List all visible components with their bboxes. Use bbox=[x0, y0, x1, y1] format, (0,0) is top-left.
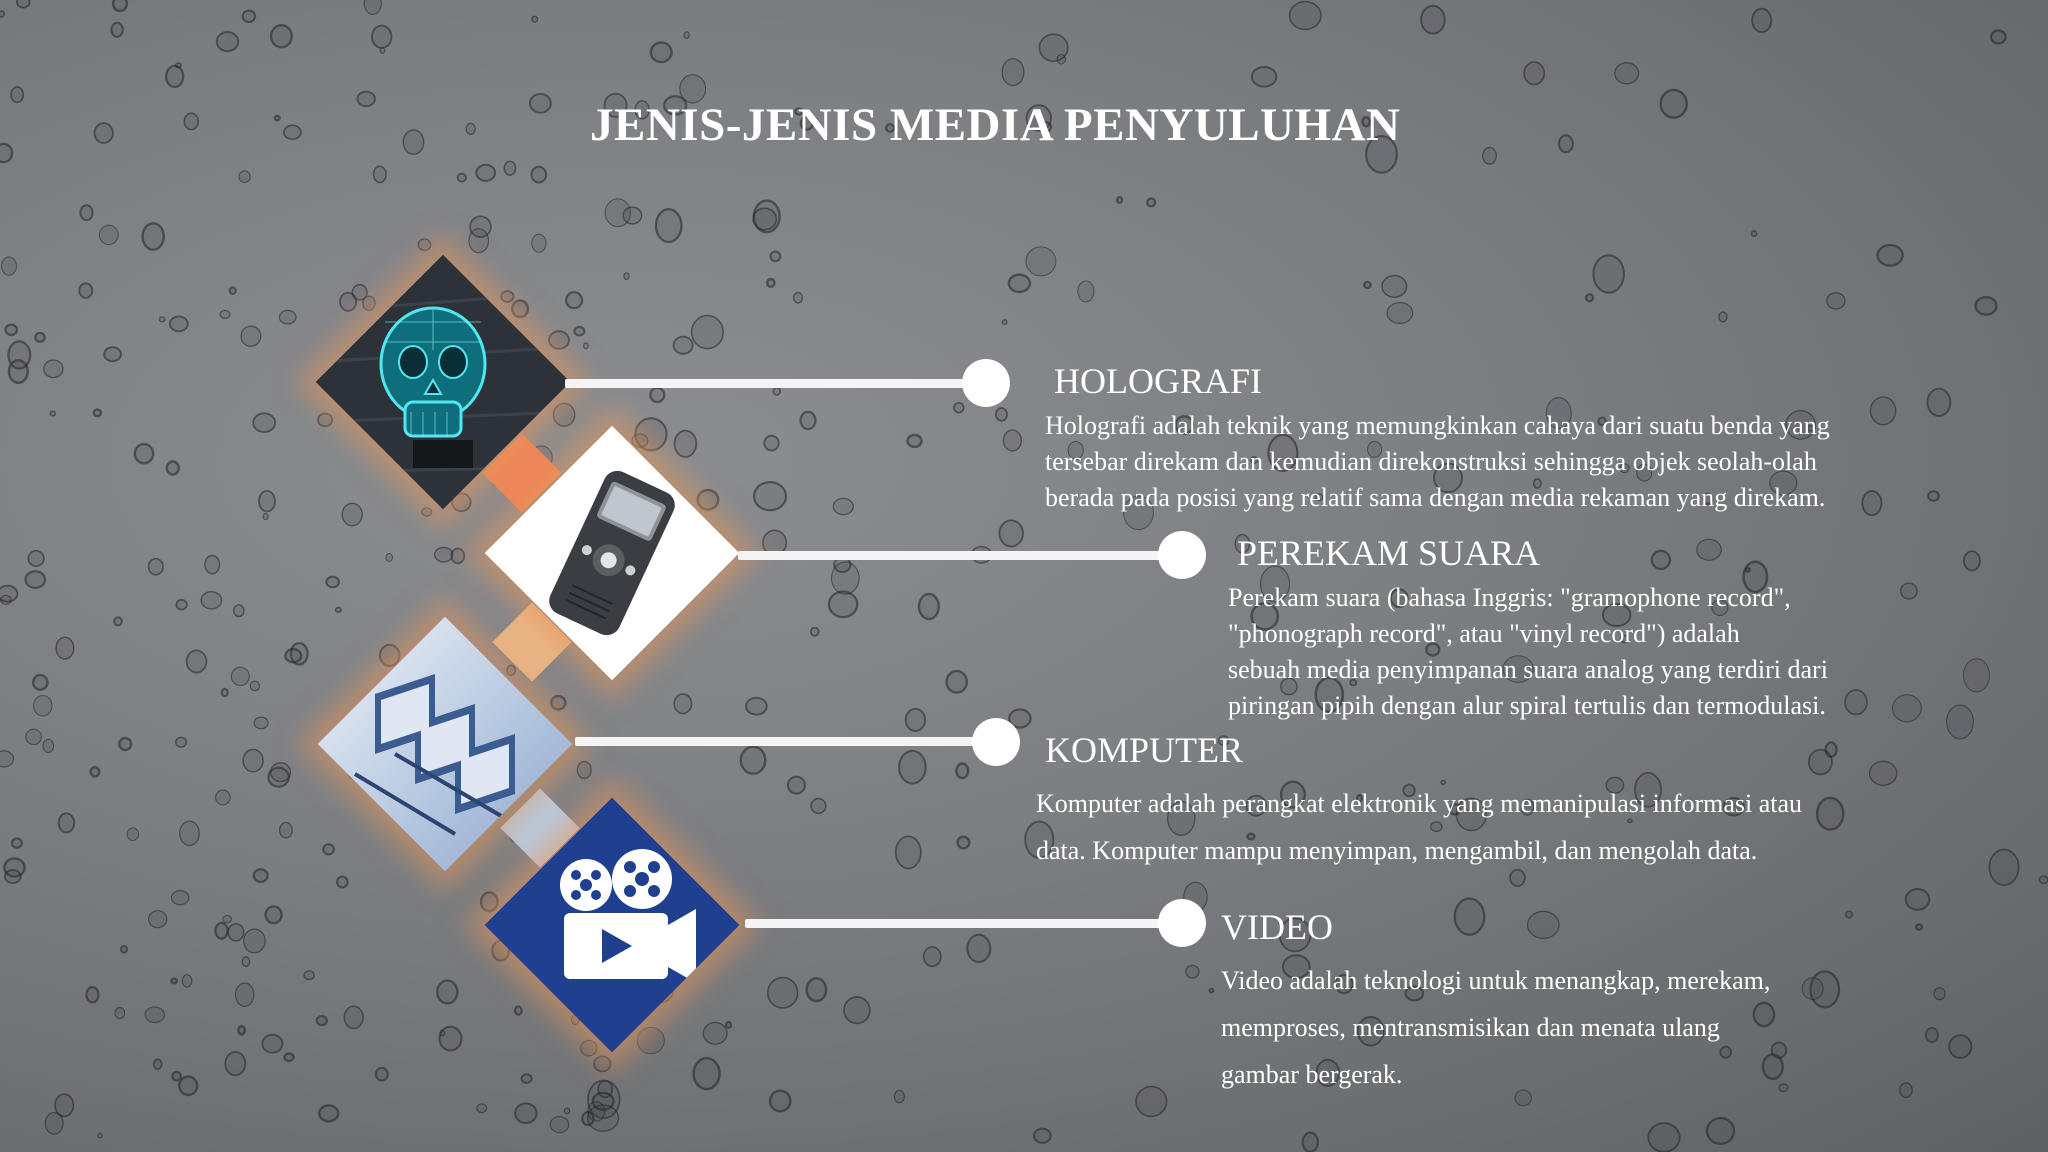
raindrop bbox=[477, 1104, 487, 1113]
raindrop bbox=[1009, 275, 1030, 292]
raindrop bbox=[605, 199, 630, 227]
raindrop bbox=[228, 924, 244, 941]
raindrop bbox=[275, 116, 280, 120]
raindrop bbox=[522, 1074, 532, 1083]
raindrop bbox=[1707, 1118, 1734, 1144]
raindrop bbox=[80, 205, 92, 220]
raindrop bbox=[113, 0, 127, 11]
raindrop bbox=[1809, 750, 1832, 775]
raindrop bbox=[515, 1007, 522, 1015]
raindrop bbox=[374, 166, 387, 182]
video-line bbox=[745, 919, 1178, 928]
raindrop bbox=[166, 66, 183, 87]
raindrop bbox=[5, 870, 21, 883]
raindrop bbox=[1845, 690, 1867, 715]
raindrop bbox=[1870, 761, 1897, 785]
raindrop bbox=[43, 739, 54, 752]
raindrop bbox=[1136, 1087, 1167, 1117]
raindrop bbox=[1772, 1043, 1787, 1058]
raindrop bbox=[553, 403, 574, 426]
raindrop bbox=[754, 482, 786, 510]
raindrop bbox=[1186, 965, 1199, 978]
raindrop bbox=[481, 892, 498, 911]
raindrop bbox=[1421, 6, 1445, 34]
raindrop bbox=[180, 821, 200, 845]
raindrop bbox=[435, 548, 453, 562]
raindrop bbox=[1991, 31, 2006, 44]
raindrop bbox=[582, 1112, 593, 1125]
raindrop bbox=[1290, 2, 1321, 30]
raindrop bbox=[694, 1058, 720, 1089]
raindrop bbox=[225, 1052, 245, 1075]
raindrop bbox=[172, 891, 189, 905]
raindrop bbox=[6, 325, 18, 335]
raindrop bbox=[254, 717, 268, 729]
raindrop bbox=[811, 799, 826, 814]
raindrop bbox=[2, 257, 17, 275]
raindrop bbox=[95, 123, 113, 143]
raindrop bbox=[418, 239, 430, 251]
raindrop bbox=[1002, 59, 1024, 86]
raindrop bbox=[342, 503, 362, 525]
raindrop bbox=[1989, 850, 2018, 886]
holografi-line-3: berada pada posisi yang relatif sama dengan media rekaman yang direkam. bbox=[1045, 483, 1826, 512]
raindrop bbox=[94, 409, 101, 416]
raindrop bbox=[176, 600, 187, 610]
raindrop bbox=[326, 577, 339, 588]
raindrop bbox=[1652, 551, 1670, 569]
raindrop bbox=[33, 675, 47, 690]
raindrop bbox=[172, 1072, 180, 1081]
raindrop bbox=[263, 514, 268, 520]
raindrop bbox=[230, 287, 236, 293]
raindrop bbox=[167, 461, 179, 474]
raindrop bbox=[59, 813, 75, 832]
raindrop bbox=[238, 1026, 244, 1034]
holografi-line bbox=[565, 379, 997, 388]
raindrop bbox=[372, 26, 392, 48]
raindrop bbox=[2039, 876, 2048, 884]
raindrop bbox=[458, 174, 466, 182]
raindrop bbox=[1906, 889, 1930, 910]
raindrop bbox=[674, 694, 691, 714]
raindrop bbox=[801, 412, 816, 429]
raindrop bbox=[357, 92, 375, 107]
raindrop bbox=[829, 592, 857, 618]
raindrop bbox=[675, 431, 697, 457]
raindrop bbox=[919, 594, 939, 619]
holografi-line-1: Holografi adalah teknik yang memungkinkan cahaya dari suatu benda yang bbox=[1045, 411, 1830, 440]
raindrop bbox=[908, 435, 922, 447]
raindrop bbox=[317, 1016, 327, 1025]
raindrop bbox=[566, 292, 582, 308]
raindrop bbox=[0, 751, 14, 767]
raindrop bbox=[79, 283, 92, 298]
raindrop bbox=[143, 223, 164, 249]
raindrop bbox=[241, 326, 261, 346]
raindrop bbox=[35, 333, 44, 342]
raindrop bbox=[271, 25, 292, 47]
raindrop bbox=[121, 946, 127, 953]
raindrop bbox=[119, 738, 131, 750]
raindrop bbox=[770, 1091, 790, 1112]
raindrop bbox=[637, 1027, 664, 1053]
raindrop bbox=[98, 1133, 102, 1137]
raindrop bbox=[159, 317, 165, 322]
raindrop bbox=[17, 0, 30, 8]
raindrop bbox=[624, 273, 629, 280]
raindrop bbox=[1002, 320, 1007, 325]
raindrop bbox=[1303, 1133, 1318, 1152]
perekam-suara-line-2: "phonograph record", atau "vinyl record") adalah bbox=[1228, 619, 1740, 648]
raindrop bbox=[45, 1113, 63, 1135]
raindrop bbox=[1483, 148, 1497, 165]
raindrop bbox=[767, 279, 774, 287]
raindrop bbox=[1976, 297, 1997, 315]
raindrop bbox=[996, 408, 1007, 421]
raindrop bbox=[244, 929, 265, 953]
raindrop bbox=[1382, 276, 1407, 298]
raindrop bbox=[242, 957, 249, 966]
raindrop bbox=[899, 751, 926, 784]
raindrop bbox=[632, 434, 648, 447]
raindrop bbox=[319, 1105, 338, 1121]
raindrop bbox=[1455, 899, 1485, 935]
raindrop bbox=[216, 790, 231, 805]
raindrop bbox=[1947, 705, 1974, 739]
raindrop bbox=[895, 1090, 905, 1102]
raindrop bbox=[222, 689, 228, 696]
raindrop bbox=[1817, 798, 1843, 830]
raindrop bbox=[154, 1059, 162, 1069]
raindrop bbox=[104, 347, 121, 361]
raindrop bbox=[87, 987, 99, 1002]
raindrop bbox=[577, 762, 591, 779]
raindrop bbox=[551, 696, 565, 709]
raindrop bbox=[1779, 1084, 1788, 1092]
raindrop bbox=[236, 983, 254, 1006]
raindrop bbox=[437, 981, 457, 1004]
raindrop bbox=[1926, 1028, 1938, 1042]
raindrop bbox=[182, 975, 192, 987]
raindrop bbox=[1752, 9, 1771, 32]
raindrop bbox=[844, 997, 870, 1023]
raindrop bbox=[403, 130, 423, 154]
raindrop bbox=[28, 551, 44, 566]
komputer-line-2: data. Komputer mampu menyimpan, mengambil, dan mengolah data. bbox=[1036, 836, 1758, 865]
raindrop bbox=[243, 749, 263, 771]
raindrop bbox=[1078, 281, 1094, 302]
raindrop bbox=[501, 291, 513, 302]
video-heading: VIDEO bbox=[1221, 907, 1333, 947]
raindrop bbox=[947, 671, 967, 693]
raindrop bbox=[906, 709, 925, 731]
raindrop bbox=[179, 1077, 197, 1095]
raindrop bbox=[254, 869, 268, 882]
raindrop bbox=[698, 490, 719, 510]
raindrop bbox=[323, 844, 334, 854]
komputer-line-1: Komputer adalah perangkat elektronik yang memanipulasi informasi atau bbox=[1036, 789, 1803, 818]
raindrop bbox=[1559, 135, 1573, 152]
raindrop bbox=[91, 767, 100, 776]
raindrop bbox=[344, 1006, 363, 1028]
raindrop bbox=[594, 1056, 610, 1071]
raindrop bbox=[999, 520, 1023, 546]
raindrop bbox=[259, 491, 275, 512]
raindrop bbox=[1871, 397, 1896, 425]
raindrop bbox=[1661, 90, 1687, 118]
raindrop bbox=[171, 979, 177, 984]
raindrop bbox=[1057, 55, 1065, 64]
raindrop bbox=[1586, 294, 1593, 301]
raindrop bbox=[149, 559, 164, 575]
raindrop bbox=[532, 16, 538, 22]
raindrop bbox=[1524, 62, 1544, 84]
raindrop bbox=[549, 331, 569, 349]
raindrop bbox=[239, 171, 250, 183]
raindrop bbox=[223, 916, 232, 923]
raindrop bbox=[1916, 925, 1922, 930]
raindrop bbox=[1648, 1123, 1679, 1152]
perekam-suara-line-3: sebuah media penyimpanan suara analog yang terdiri dari bbox=[1228, 655, 1828, 684]
raindrop bbox=[1026, 247, 1056, 276]
raindrop bbox=[771, 252, 781, 262]
raindrop bbox=[504, 161, 515, 175]
raindrop bbox=[99, 225, 118, 244]
raindrop bbox=[1528, 911, 1560, 938]
raindrop bbox=[1387, 303, 1413, 324]
raindrop bbox=[44, 360, 63, 378]
raindrop bbox=[243, 11, 256, 22]
raindrop bbox=[1593, 255, 1624, 292]
raindrop bbox=[773, 387, 780, 395]
raindrop bbox=[650, 388, 664, 402]
raindrop bbox=[1003, 430, 1021, 451]
raindrop bbox=[550, 1117, 569, 1133]
raindrop bbox=[253, 413, 275, 432]
raindrop bbox=[967, 935, 990, 962]
raindrop bbox=[363, 296, 375, 310]
raindrop bbox=[201, 592, 221, 609]
raindrop bbox=[954, 403, 964, 413]
raindrop bbox=[651, 43, 672, 63]
raindrop bbox=[746, 698, 767, 715]
holografi-line-2: tersebar direkam dan kemudian direkonstruksi sehingga objek seolah-olah bbox=[1045, 447, 1817, 476]
raindrop bbox=[8, 341, 30, 368]
raindrop bbox=[364, 0, 381, 14]
raindrop bbox=[380, 645, 400, 666]
raindrop bbox=[285, 1053, 294, 1061]
raindrop bbox=[530, 94, 551, 113]
raindrop bbox=[896, 836, 921, 868]
raindrop bbox=[1252, 67, 1277, 87]
perekam-suara-line-4: piringan pipih dengan alur spiral tertulis dan termodulasi. bbox=[1228, 691, 1826, 720]
raindrop bbox=[512, 301, 528, 318]
raindrop bbox=[1697, 539, 1722, 560]
video-line-1: Video adalah teknologi untuk menangkap, merekam, bbox=[1221, 966, 1771, 995]
raindrop bbox=[1364, 282, 1371, 288]
raindrop bbox=[220, 310, 230, 318]
raindrop bbox=[1901, 583, 1917, 599]
raindrop bbox=[1862, 491, 1881, 515]
raindrop bbox=[532, 167, 547, 183]
raindrop bbox=[1928, 491, 1939, 501]
raindrop bbox=[11, 87, 23, 102]
raindrop bbox=[507, 665, 516, 675]
raindrop bbox=[1934, 988, 1945, 1000]
raindrop bbox=[1719, 312, 1727, 322]
raindrop bbox=[1900, 1083, 1912, 1098]
raindrop bbox=[135, 444, 153, 463]
raindrop bbox=[440, 1027, 462, 1051]
raindrop bbox=[205, 556, 220, 574]
raindrop bbox=[741, 747, 766, 774]
raindrop bbox=[1209, 989, 1213, 993]
raindrop bbox=[753, 208, 776, 230]
raindrop bbox=[593, 1093, 614, 1110]
raindrop bbox=[768, 978, 798, 1008]
raindrop bbox=[285, 649, 301, 662]
raindrop bbox=[794, 293, 803, 303]
raindrop bbox=[1964, 551, 1980, 570]
raindrop bbox=[34, 696, 52, 717]
raindrop bbox=[1927, 389, 1950, 416]
raindrop bbox=[262, 1035, 282, 1053]
raindrop bbox=[515, 1103, 536, 1123]
raindrop bbox=[1846, 911, 1853, 917]
komputer-heading: KOMPUTER bbox=[1045, 730, 1244, 770]
raindrop bbox=[12, 839, 22, 848]
raindrop bbox=[145, 1007, 164, 1023]
raindrop bbox=[280, 823, 293, 838]
perekam-suara-heading: PEREKAM SUARA bbox=[1237, 533, 1541, 573]
page-title: JENIS-JENIS MEDIA PENYULUHAN bbox=[590, 99, 1401, 151]
raindrop bbox=[574, 327, 584, 336]
raindrop bbox=[187, 650, 207, 672]
holografi-description bbox=[1045, 408, 1830, 516]
raindrop bbox=[451, 549, 464, 564]
raindrop bbox=[217, 32, 239, 51]
raindrop bbox=[337, 877, 348, 888]
raindrop bbox=[581, 1040, 597, 1056]
raindrop bbox=[336, 608, 341, 613]
raindrop bbox=[26, 571, 46, 588]
raindrop bbox=[726, 1022, 731, 1028]
raindrop bbox=[234, 605, 244, 617]
raindrop bbox=[584, 343, 589, 349]
perekam-suara-dot bbox=[1158, 531, 1206, 579]
raindrop bbox=[0, 586, 17, 602]
komputer-description bbox=[1036, 780, 1802, 874]
raindrop bbox=[656, 209, 682, 242]
raindrop bbox=[1949, 1035, 1971, 1058]
raindrop bbox=[376, 1068, 388, 1081]
raindrop bbox=[271, 763, 291, 782]
komputer-line bbox=[575, 737, 1007, 746]
raindrop bbox=[924, 947, 941, 966]
perekam-suara-line-1: Perekam suara (bahasa Inggris: "gramophone record", bbox=[1228, 583, 1791, 612]
raindrop bbox=[1751, 231, 1756, 236]
raindrop bbox=[50, 411, 55, 416]
raindrop bbox=[1878, 245, 1903, 266]
video-line-3: gambar bergerak. bbox=[1221, 1060, 1403, 1089]
video-description bbox=[1221, 957, 1770, 1098]
perekam-suara-line bbox=[738, 551, 1178, 560]
raindrop bbox=[564, 1108, 569, 1114]
perekam-suara-description bbox=[1228, 580, 1828, 724]
raindrop bbox=[115, 1007, 125, 1018]
raindrop bbox=[111, 23, 122, 37]
raindrop bbox=[532, 234, 546, 252]
raindrop bbox=[215, 923, 227, 939]
raindrop bbox=[1802, 978, 1823, 1000]
raindrop bbox=[266, 906, 282, 923]
raindrop bbox=[1893, 695, 1922, 722]
holografi-dot bbox=[962, 359, 1010, 407]
raindrop bbox=[176, 737, 187, 747]
raindrop bbox=[807, 978, 826, 1001]
raindrop bbox=[184, 113, 198, 129]
raindrop bbox=[26, 729, 42, 744]
raindrop bbox=[1034, 1129, 1051, 1143]
raindrop bbox=[703, 1022, 727, 1044]
raindrop bbox=[56, 637, 74, 659]
raindrop bbox=[279, 310, 296, 324]
raindrop bbox=[422, 508, 432, 516]
raindrop bbox=[386, 554, 393, 562]
raindrop bbox=[674, 337, 693, 354]
komputer-dot bbox=[972, 718, 1020, 766]
raindrop bbox=[250, 681, 259, 691]
raindrop bbox=[692, 316, 724, 349]
raindrop bbox=[149, 911, 167, 928]
raindrop bbox=[833, 498, 853, 514]
video-dot bbox=[1158, 899, 1206, 947]
raindrop bbox=[764, 436, 778, 451]
raindrop bbox=[1827, 293, 1845, 309]
raindrop bbox=[127, 828, 138, 841]
raindrop bbox=[956, 764, 968, 779]
raindrop bbox=[1964, 659, 1990, 692]
raindrop bbox=[114, 617, 122, 625]
raindrop bbox=[684, 32, 689, 39]
raindrop bbox=[318, 414, 332, 427]
raindrop bbox=[958, 837, 970, 849]
raindrop bbox=[1615, 63, 1639, 84]
raindrop bbox=[0, 144, 12, 162]
raindrop bbox=[811, 628, 819, 636]
raindrop bbox=[1147, 199, 1155, 207]
raindrop bbox=[340, 293, 356, 311]
raindrop bbox=[231, 667, 249, 685]
raindrop bbox=[1117, 197, 1122, 203]
raindrop bbox=[476, 165, 495, 181]
raindrop bbox=[470, 216, 491, 237]
raindrop bbox=[304, 971, 314, 980]
raindrop bbox=[466, 123, 475, 134]
raindrop bbox=[284, 125, 301, 139]
raindrop bbox=[170, 317, 188, 332]
raindrop bbox=[0, 11, 4, 17]
raindrop bbox=[788, 777, 805, 794]
holografi-heading: HOLOGRAFI bbox=[1054, 361, 1263, 401]
video-line-2: memproses, mentransmisikan dan menata ulang bbox=[1221, 1013, 1720, 1042]
